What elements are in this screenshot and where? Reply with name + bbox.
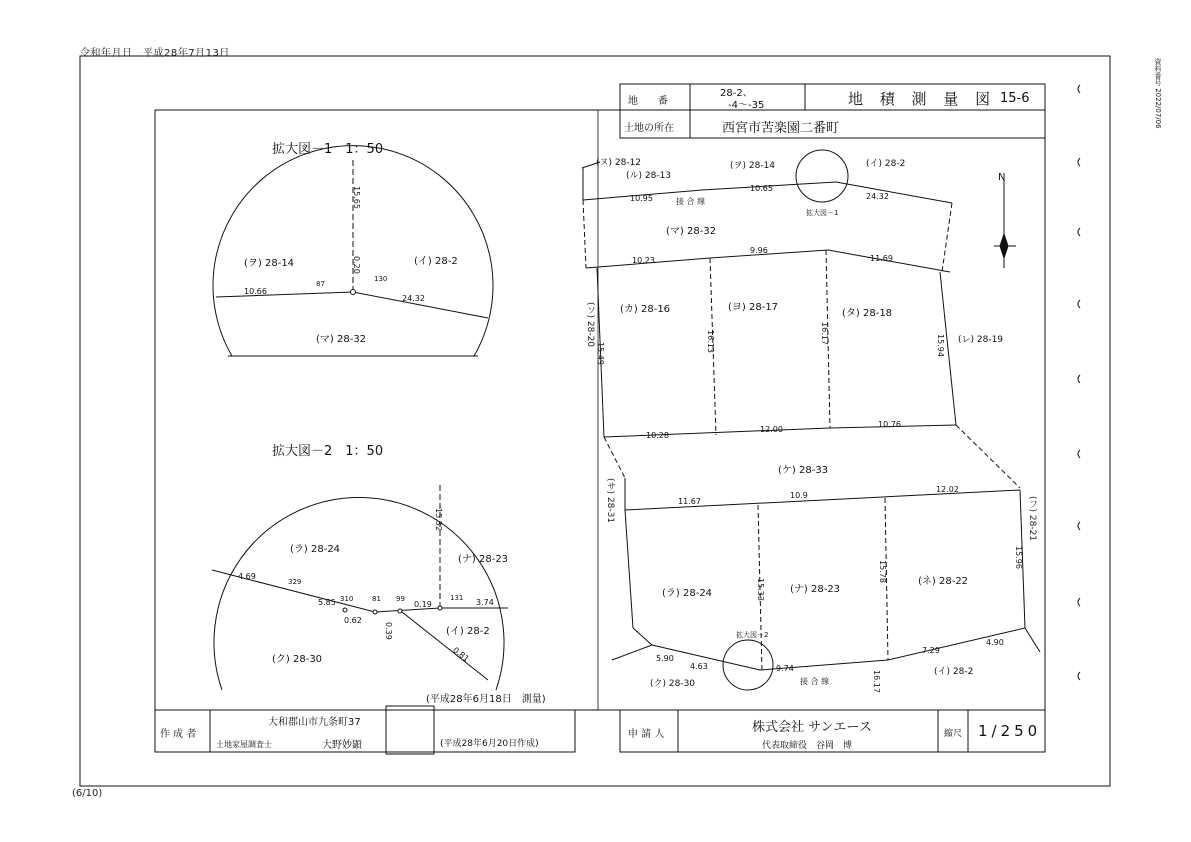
mp-parcel: (マ) 28-32 xyxy=(666,226,717,237)
north-label: N xyxy=(998,172,1006,183)
chiban-value-2: -4～-35 xyxy=(728,100,765,111)
mp-dim: 15.94 xyxy=(936,334,945,357)
enl1-parcel-bottom: (マ) 28-32 xyxy=(316,334,367,345)
mp-dim: 10.23 xyxy=(632,256,655,265)
enl1-dim-left: 10.66 xyxy=(244,287,267,296)
mp-dim: 9.74 xyxy=(776,664,794,673)
enl1-title: 拡大図－1 1：50 xyxy=(272,142,384,157)
edge-marks xyxy=(1078,85,1080,680)
mp-dim: 10.28 xyxy=(646,431,669,440)
mp-dim: 15.33 xyxy=(756,578,765,601)
footer-note: (6/10) xyxy=(72,788,103,799)
side-stamp: 資料番号 2022/07/06 xyxy=(1154,58,1162,129)
enl2-pt-a: 329 xyxy=(288,578,302,586)
chiban-label: 地 番 xyxy=(628,96,668,107)
survey-note: (平成28年6月18日 測量) xyxy=(426,694,546,705)
mp-parcel: (ネ) 28-22 xyxy=(918,576,969,587)
mp-dim: 15.78 xyxy=(878,560,887,583)
mp-parcel: (タ) 28-18 xyxy=(842,308,893,319)
mp-dim: 4.63 xyxy=(690,662,708,671)
mp-dim: 9.96 xyxy=(750,246,768,255)
drawing-frame xyxy=(155,110,1045,710)
scale-value: 1/250 xyxy=(978,722,1042,740)
scale-label: 縮尺 xyxy=(944,729,963,739)
mp-parcel: (イ) 28-2 xyxy=(934,667,974,677)
maker-address: 大和郡山市九条町37 xyxy=(268,717,361,728)
road-label: 接 合 線 xyxy=(800,677,830,686)
mp-parcel: (ナ) 28-23 xyxy=(790,584,841,595)
enl2-dim-d: 0.39 xyxy=(384,622,393,640)
location-label: 土地の所在 xyxy=(624,123,674,134)
enl2-dim-g: 0.81 xyxy=(451,645,471,664)
mp-dim: 10.95 xyxy=(630,194,653,203)
enlargement-1-drawing xyxy=(213,146,493,356)
enl2-parcel-lower: (ク) 28-30 xyxy=(272,654,323,665)
enl2-pt-e: 131 xyxy=(450,594,464,602)
enl2-dim-e: 0.19 xyxy=(414,600,432,609)
enl2-dim-a: 4.69 xyxy=(238,572,256,581)
enl2-pt-b: 310 xyxy=(340,595,354,603)
enl1-dim-vshort: 0.20 xyxy=(352,256,361,274)
mp-parcel: (ソ) 28-20 xyxy=(585,302,595,348)
maker-label: 作 成 者 xyxy=(160,729,197,740)
enl1-parcel-ur: (イ) 28-2 xyxy=(414,256,458,267)
mp-dim: 15.49 xyxy=(596,342,605,365)
mp-parcel: (カ) 28-16 xyxy=(620,304,671,315)
mp-dim: 12.00 xyxy=(760,425,783,434)
mp-dim: 11.69 xyxy=(870,254,893,263)
enl2-dim-b: 5.85 xyxy=(318,598,336,607)
enl1-parcel-ul: (ヲ) 28-14 xyxy=(244,258,295,269)
enl2-dim-f: 3.74 xyxy=(476,598,494,607)
maker-qualification: 土地家屋調査士 xyxy=(216,740,272,749)
mp-parcel: (ケ) 28-33 xyxy=(778,465,829,476)
enl1-pt-left: 87 xyxy=(316,280,325,288)
main-plan-drawing xyxy=(582,150,1040,690)
mp-parcel: (ヲ) 28-14 xyxy=(730,161,776,171)
mp-parcel: (レ) 28-19 xyxy=(958,335,1004,345)
enl2-pt-c: 81 xyxy=(372,595,381,603)
mp-dim: 10.65 xyxy=(750,184,773,193)
mp-parcel: (ヌ) 28-12 xyxy=(596,158,642,168)
mp-parcel: (ラ) 28-24 xyxy=(662,588,713,599)
mp-dim: 4.90 xyxy=(986,638,1004,647)
company-name: 株式会社 サンエース xyxy=(752,720,872,735)
maker-name: 大野妙顕 xyxy=(322,740,362,751)
mp-dim: 16.13 xyxy=(706,330,715,353)
mp-dim: 16.17 xyxy=(820,322,829,345)
mp-dim: 10.9 xyxy=(790,491,808,500)
mp-parcel: (ル) 28-13 xyxy=(626,171,672,181)
enl2-dim-vert: 15.32 xyxy=(434,508,443,531)
enl1-ref: 拡大図－1 xyxy=(806,209,839,217)
mp-parcel: (ヨ) 28-17 xyxy=(728,302,779,313)
mp-dim: 7.29 xyxy=(922,646,940,655)
mp-parcel: (ク) 28-30 xyxy=(650,679,696,689)
applicant-label: 申 請 人 xyxy=(628,729,665,740)
mp-dim: 12.02 xyxy=(936,485,959,494)
mp-dim: 15.96 xyxy=(1014,546,1023,569)
mp-dim: 24.32 xyxy=(866,192,889,201)
sheet-number: 15-6 xyxy=(1000,91,1030,106)
enl1-dim-right: 24.32 xyxy=(402,294,425,303)
enl2-ref: 拡大図－2 xyxy=(736,631,769,639)
enl2-pt-d: 99 xyxy=(396,595,405,603)
mp-dim: 10.76 xyxy=(878,420,901,429)
mp-dim: 16.17 xyxy=(872,670,881,693)
road-label: 接 合 線 xyxy=(676,197,706,206)
enl1-dim-vtop: 15.65 xyxy=(352,186,361,209)
mp-dim: 5.90 xyxy=(656,654,674,663)
enl2-title: 拡大図－2 1：50 xyxy=(272,444,384,459)
enl2-dim-c: 0.62 xyxy=(344,616,362,625)
mp-parcel: (イ) 28-2 xyxy=(866,159,906,169)
header-note: 令和年月日 平成28年7月13日 xyxy=(80,48,230,59)
mp-dim: 11.67 xyxy=(678,497,701,506)
mp-parcel: (フ) 28-21 xyxy=(1027,496,1037,542)
chiban-value-1: 28-2、 xyxy=(720,88,753,99)
enl2-parcel-upper: (ラ) 28-24 xyxy=(290,544,341,555)
created-date: (平成28年6月20日作成) xyxy=(440,739,539,749)
enl1-pt-right: 130 xyxy=(374,275,388,283)
enl2-parcel-right-upper: (ナ) 28-23 xyxy=(458,554,509,565)
mp-parcel: (サ) 28-31 xyxy=(605,478,615,524)
location-value: 西宮市苦楽園二番町 xyxy=(722,121,840,136)
drawing-title: 地 積 測 量 図 xyxy=(848,90,997,108)
enl2-parcel-right-lower: (イ) 28-2 xyxy=(446,626,490,637)
representative: 代表取締役 谷岡 博 xyxy=(762,741,853,751)
